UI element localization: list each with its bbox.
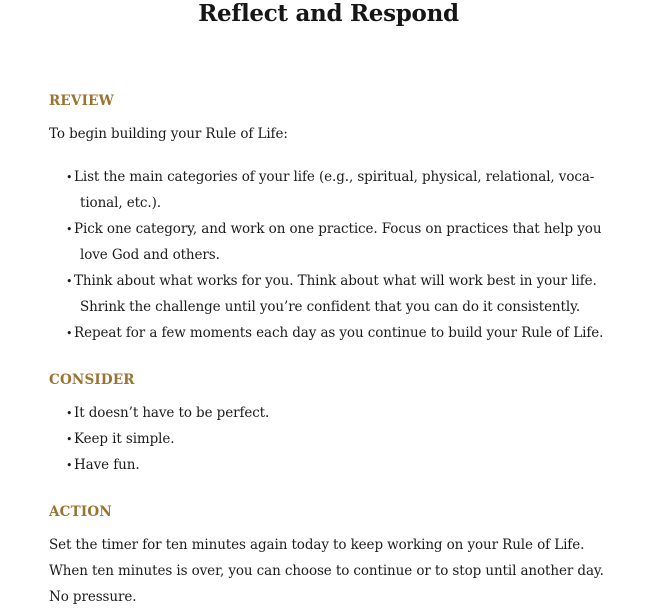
review-item-text: List the main categories of your life (e.g., spiritual, physical, relational, voca- (74, 169, 595, 185)
consider-heading: CONSIDER (49, 372, 135, 388)
consider-item-text: Keep it simple. (74, 431, 175, 447)
consider-item-1 (66, 400, 269, 427)
action-line-2: When ten minutes is over, you can choose to continue or to stop until another day. (49, 563, 604, 579)
bullet-icon: • (66, 407, 73, 420)
bullet-icon: • (66, 459, 73, 472)
page-title: Reflect and Respond (198, 0, 459, 27)
review-item-text: Pick one category, and work on one practice. Focus on practices that help you (74, 221, 602, 237)
review-item-3-cont: Shrink the challenge until you’re confident that you can do it consistently. (80, 299, 581, 315)
consider-item-text: It doesn’t have to be perfect. (74, 405, 270, 421)
review-item-1-cont: tional, etc.). (80, 195, 161, 211)
review-item-text: Think about what works for you. Think about what will work best in your life. (74, 273, 597, 289)
bullet-icon: • (66, 223, 73, 236)
bullet-icon: • (66, 275, 73, 288)
consider-item-3 (66, 452, 140, 479)
review-item-4 (66, 320, 603, 347)
review-heading: REVIEW (49, 93, 114, 109)
bullet-icon: • (66, 327, 73, 340)
action-heading: ACTION (49, 504, 112, 520)
bullet-icon: • (66, 171, 73, 184)
review-item-2-cont: love God and others. (80, 247, 220, 263)
consider-item-text: Have fun. (74, 457, 140, 473)
review-intro: To begin building your Rule of Life: (49, 126, 288, 142)
bullet-icon: • (66, 433, 73, 446)
review-item-1 (66, 164, 594, 191)
action-line-1: Set the timer for ten minutes again today to keep working on your Rule of Life. (49, 537, 585, 553)
action-line-3: No pressure. (49, 589, 137, 605)
review-item-2 (66, 216, 601, 243)
review-item-3 (66, 268, 597, 295)
review-item-text: Repeat for a few moments each day as you continue to build your Rule of Life. (74, 325, 604, 341)
consider-item-2 (66, 426, 174, 453)
